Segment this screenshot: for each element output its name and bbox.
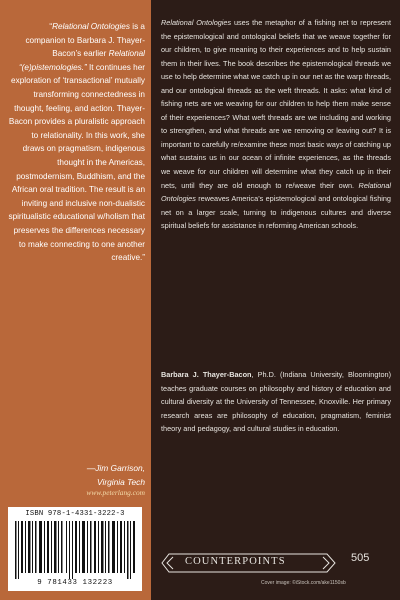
quote-previous-title: Relational “(e)pistemologies.” (18, 49, 145, 72)
author-bio (161, 368, 391, 436)
series-logo (161, 553, 336, 573)
endorsement-quote (8, 20, 145, 265)
isbn-label: ISBN 978-1-4331-3222-3 (25, 510, 125, 518)
description-title: Relational Ontologies (161, 18, 232, 27)
description-text-1: uses the metaphor of a fishing net to represent the epistemological and ontological beliefs that we weave together for our children, to give meaning to their experiences and to help sustain them in their lives. The book describes the epistemological threads we use to help determine what we catch up in our net as the warp threads, and our ontological threads as the weft threads. It asks: what kind of fishing nets are we weaving for our children to help them make sense of their experiences? What weft threads are we including and working to strengthen, and what threads are we removing or leaving out? It is important to carefully re/examine these most basic ways of catching up what sustains us in our ocean of infinite experiences, as the threads we weave for our children will determine what they catch up in their nets, until they are old enough to re/weave their own. (161, 18, 391, 190)
barcode-digits: 9 781433 132223 (37, 579, 113, 587)
back-cover-right-panel (151, 0, 400, 600)
author-bio-text: , Ph.D. (Indiana University, Bloomington) teaches graduate courses on philosophy and history of education and cultural diversity at the University of Tennessee, Knoxville. Her primary research areas are philosophy of education, pragmatism, feminist theory and pedagogy, and cultural studies in education. (161, 370, 391, 434)
quote-text-1: is a companion to Barbara J. Thayer-Bacon’s earlier (25, 22, 145, 59)
quote-open: “ (49, 22, 53, 31)
quote-book-title: Relational Ontologies (52, 22, 130, 31)
description-title-2: Relational Ontologies (161, 180, 391, 204)
author-name: Barbara J. Thayer-Bacon (161, 370, 252, 379)
back-cover-left-panel (0, 0, 151, 600)
book-description (161, 16, 391, 233)
attribution-name: —Jim Garrison, (86, 463, 145, 473)
quote-text-2: It continues her exploration of ‘transactional’ mutually transforming connectedness in thought, feeling, and action. Thayer-Bacon provides a pluralistic approach to relationality. In this work, she draws on pragmatism, indigenous thought in the Americas, postmodernism, Buddhism, and the African oral tradition. The result is an inviting and inclusive non-dualistic spiritualistic educational w/holism that preserves the differences necessary to make connecting to one another creative.” (8, 62, 145, 263)
endorsement-attribution (8, 462, 145, 489)
barcode-bars (13, 521, 137, 579)
barcode (8, 507, 142, 591)
attribution-org: Virginia Tech (97, 476, 145, 487)
series-name: COUNTERPOINTS (185, 556, 286, 567)
cover-image-credit: Cover image: ©iStock.com/ake1150sb (261, 580, 346, 586)
publisher-url: www.peterlang.com (86, 488, 145, 497)
description-text-2: reweaves America’s epistemological and ontological fishing net on a larger scale, turning to indigenous cultures and diverse spiritual beliefs for assistance in reforming American schools. (161, 194, 391, 231)
series-number: 505 (351, 552, 370, 564)
